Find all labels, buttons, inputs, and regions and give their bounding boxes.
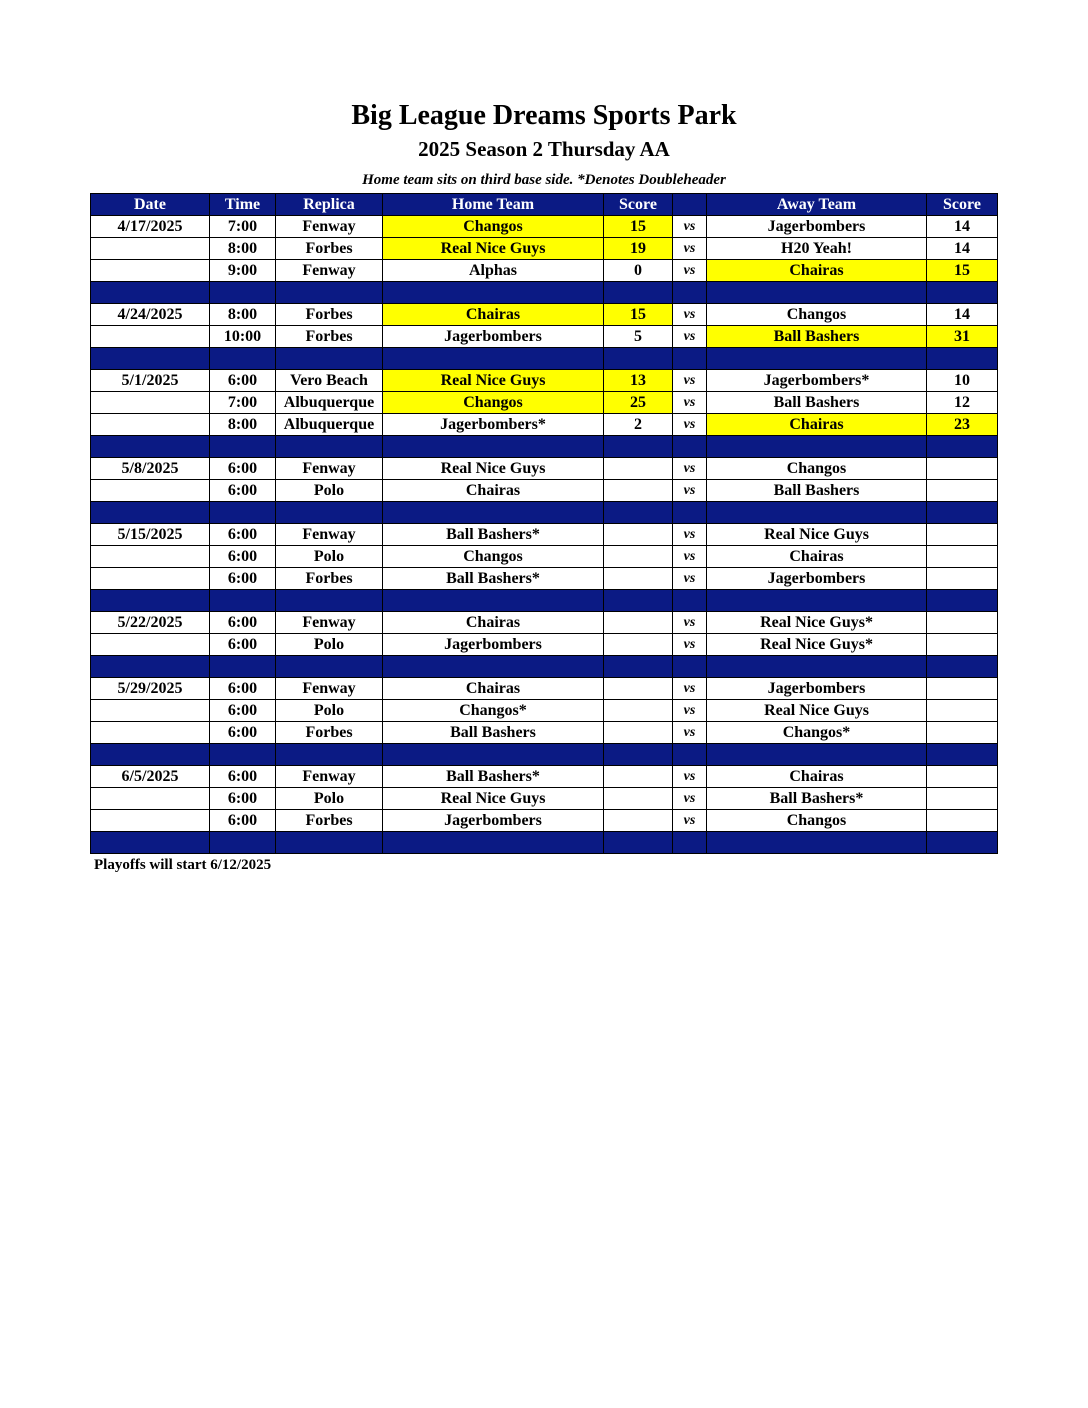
home-team-cell: Chairas: [383, 612, 604, 634]
home-score-cell: [604, 634, 673, 656]
away-team-cell: Jagerbombers: [707, 568, 927, 590]
date-cell: [91, 810, 210, 832]
home-score-cell: [604, 700, 673, 722]
header-away-score: Score: [927, 194, 998, 216]
separator-cell: [91, 744, 210, 766]
date-cell: 4/24/2025: [91, 304, 210, 326]
game-row: [91, 700, 998, 722]
away-score-cell: [927, 634, 998, 656]
time-cell: 6:00: [210, 546, 276, 568]
vs-cell: vs: [673, 216, 707, 238]
vs-cell: vs: [673, 414, 707, 436]
separator-cell: [604, 656, 673, 678]
game-row: [91, 810, 998, 832]
separator-cell: [707, 282, 927, 304]
away-score-cell: [927, 700, 998, 722]
away-team-cell: Changos*: [707, 722, 927, 744]
separator-cell: [210, 656, 276, 678]
game-row: [91, 788, 998, 810]
separator-cell: [927, 282, 998, 304]
separator-cell: [927, 348, 998, 370]
away-team-cell: Chairas: [707, 414, 927, 436]
vs-cell: vs: [673, 304, 707, 326]
separator-cell: [707, 832, 927, 854]
separator-cell: [91, 656, 210, 678]
game-row: [91, 392, 998, 414]
away-team-cell: Chairas: [707, 260, 927, 282]
time-cell: 6:00: [210, 766, 276, 788]
home-team-cell: Ball Bashers*: [383, 568, 604, 590]
week-separator-row: [91, 436, 998, 458]
home-score-cell: [604, 766, 673, 788]
date-cell: [91, 546, 210, 568]
away-team-cell: Ball Bashers: [707, 326, 927, 348]
field-cell: Fenway: [276, 678, 383, 700]
week-separator-row: [91, 656, 998, 678]
date-cell: [91, 722, 210, 744]
separator-cell: [383, 282, 604, 304]
away-score-cell: 31: [927, 326, 998, 348]
field-cell: Polo: [276, 480, 383, 502]
home-score-cell: [604, 788, 673, 810]
vs-cell: vs: [673, 260, 707, 282]
away-score-cell: [927, 766, 998, 788]
time-cell: 6:00: [210, 568, 276, 590]
date-cell: 5/22/2025: [91, 612, 210, 634]
home-score-cell: [604, 480, 673, 502]
separator-cell: [210, 348, 276, 370]
field-cell: Forbes: [276, 722, 383, 744]
header-home-team: Home Team: [383, 194, 604, 216]
away-team-cell: Changos: [707, 304, 927, 326]
separator-cell: [673, 744, 707, 766]
home-score-cell: [604, 458, 673, 480]
home-team-cell: Jagerbombers: [383, 326, 604, 348]
week-separator-row: [91, 348, 998, 370]
time-cell: 8:00: [210, 414, 276, 436]
time-cell: 6:00: [210, 634, 276, 656]
vs-cell: vs: [673, 524, 707, 546]
separator-cell: [604, 590, 673, 612]
separator-cell: [604, 502, 673, 524]
away-team-cell: Jagerbombers: [707, 678, 927, 700]
field-cell: Fenway: [276, 612, 383, 634]
separator-cell: [276, 590, 383, 612]
vs-cell: vs: [673, 634, 707, 656]
home-team-cell: Real Nice Guys: [383, 370, 604, 392]
time-cell: 9:00: [210, 260, 276, 282]
separator-cell: [276, 832, 383, 854]
field-cell: Forbes: [276, 810, 383, 832]
home-score-cell: 25: [604, 392, 673, 414]
home-score-cell: 19: [604, 238, 673, 260]
away-team-cell: Real Nice Guys*: [707, 634, 927, 656]
away-team-cell: Ball Bashers*: [707, 788, 927, 810]
date-cell: [91, 480, 210, 502]
separator-cell: [383, 502, 604, 524]
date-cell: [91, 634, 210, 656]
separator-cell: [604, 744, 673, 766]
header-home-score: Score: [604, 194, 673, 216]
away-team-cell: Chairas: [707, 766, 927, 788]
separator-cell: [91, 590, 210, 612]
separator-cell: [673, 436, 707, 458]
away-team-cell: Jagerbombers*: [707, 370, 927, 392]
away-team-cell: Ball Bashers: [707, 392, 927, 414]
separator-cell: [276, 282, 383, 304]
separator-cell: [673, 502, 707, 524]
game-row: [91, 238, 998, 260]
away-score-cell: 14: [927, 238, 998, 260]
time-cell: 6:00: [210, 458, 276, 480]
separator-cell: [673, 282, 707, 304]
game-row: [91, 458, 998, 480]
field-cell: Fenway: [276, 216, 383, 238]
week-separator-row: [91, 744, 998, 766]
separator-cell: [707, 348, 927, 370]
separator-cell: [707, 590, 927, 612]
time-cell: 8:00: [210, 238, 276, 260]
field-cell: Polo: [276, 634, 383, 656]
vs-cell: vs: [673, 458, 707, 480]
field-cell: Fenway: [276, 766, 383, 788]
home-team-cell: Real Nice Guys: [383, 458, 604, 480]
vs-cell: vs: [673, 238, 707, 260]
home-team-cell: Ball Bashers*: [383, 766, 604, 788]
home-score-cell: [604, 546, 673, 568]
away-team-cell: Jagerbombers: [707, 216, 927, 238]
separator-cell: [927, 436, 998, 458]
date-cell: [91, 326, 210, 348]
field-cell: Polo: [276, 788, 383, 810]
header-row: [91, 194, 998, 216]
field-cell: Vero Beach: [276, 370, 383, 392]
game-row: [91, 634, 998, 656]
date-cell: 5/8/2025: [91, 458, 210, 480]
time-cell: 6:00: [210, 722, 276, 744]
home-score-cell: [604, 612, 673, 634]
home-team-cell: Changos: [383, 216, 604, 238]
home-score-cell: 15: [604, 304, 673, 326]
date-cell: [91, 238, 210, 260]
game-row: [91, 326, 998, 348]
away-score-cell: 10: [927, 370, 998, 392]
date-cell: 5/15/2025: [91, 524, 210, 546]
home-team-cell: Changos*: [383, 700, 604, 722]
home-score-cell: 5: [604, 326, 673, 348]
vs-cell: vs: [673, 678, 707, 700]
date-cell: [91, 788, 210, 810]
field-cell: Fenway: [276, 524, 383, 546]
time-cell: 6:00: [210, 370, 276, 392]
game-row: [91, 216, 998, 238]
away-team-cell: Ball Bashers: [707, 480, 927, 502]
game-row: [91, 304, 998, 326]
field-cell: Polo: [276, 546, 383, 568]
page-title: Big League Dreams Sports Park: [351, 100, 737, 131]
away-score-cell: [927, 546, 998, 568]
home-team-cell: Jagerbombers*: [383, 414, 604, 436]
date-cell: 5/1/2025: [91, 370, 210, 392]
date-cell: 5/29/2025: [91, 678, 210, 700]
vs-cell: vs: [673, 392, 707, 414]
away-score-cell: [927, 480, 998, 502]
home-team-cell: Ball Bashers: [383, 722, 604, 744]
vs-cell: vs: [673, 612, 707, 634]
home-score-cell: [604, 568, 673, 590]
separator-cell: [707, 502, 927, 524]
game-row: [91, 766, 998, 788]
field-cell: Albuquerque: [276, 392, 383, 414]
home-score-cell: 2: [604, 414, 673, 436]
separator-cell: [91, 282, 210, 304]
away-score-cell: [927, 788, 998, 810]
week-separator-row: [91, 502, 998, 524]
header-time: Time: [210, 194, 276, 216]
date-cell: 4/17/2025: [91, 216, 210, 238]
away-score-cell: 14: [927, 304, 998, 326]
separator-cell: [707, 656, 927, 678]
field-cell: Forbes: [276, 238, 383, 260]
vs-cell: vs: [673, 766, 707, 788]
header-vs: [673, 194, 707, 216]
separator-cell: [673, 348, 707, 370]
time-cell: 6:00: [210, 700, 276, 722]
home-team-cell: Changos: [383, 546, 604, 568]
separator-cell: [927, 832, 998, 854]
separator-cell: [210, 832, 276, 854]
game-row: [91, 568, 998, 590]
separator-cell: [927, 590, 998, 612]
separator-cell: [210, 436, 276, 458]
vs-cell: vs: [673, 722, 707, 744]
away-score-cell: 14: [927, 216, 998, 238]
vs-cell: vs: [673, 810, 707, 832]
home-score-cell: 15: [604, 216, 673, 238]
separator-cell: [210, 502, 276, 524]
date-cell: [91, 414, 210, 436]
vs-cell: vs: [673, 326, 707, 348]
away-team-cell: Chairas: [707, 546, 927, 568]
separator-cell: [383, 656, 604, 678]
week-separator-row: [91, 282, 998, 304]
separator-cell: [604, 348, 673, 370]
home-score-cell: 0: [604, 260, 673, 282]
game-row: [91, 524, 998, 546]
separator-cell: [927, 656, 998, 678]
separator-cell: [276, 502, 383, 524]
separator-cell: [707, 744, 927, 766]
away-team-cell: Real Nice Guys*: [707, 612, 927, 634]
time-cell: 6:00: [210, 524, 276, 546]
away-team-cell: Changos: [707, 810, 927, 832]
time-cell: 7:00: [210, 392, 276, 414]
vs-cell: vs: [673, 568, 707, 590]
vs-cell: vs: [673, 370, 707, 392]
separator-cell: [604, 832, 673, 854]
separator-cell: [276, 436, 383, 458]
field-cell: Fenway: [276, 458, 383, 480]
home-team-cell: Changos: [383, 392, 604, 414]
home-team-cell: Alphas: [383, 260, 604, 282]
time-cell: 8:00: [210, 304, 276, 326]
away-score-cell: [927, 722, 998, 744]
home-score-cell: [604, 810, 673, 832]
separator-cell: [210, 744, 276, 766]
separator-cell: [276, 656, 383, 678]
time-cell: 6:00: [210, 788, 276, 810]
field-cell: Forbes: [276, 304, 383, 326]
vs-cell: vs: [673, 480, 707, 502]
away-team-cell: H20 Yeah!: [707, 238, 927, 260]
time-cell: 6:00: [210, 678, 276, 700]
game-row: [91, 260, 998, 282]
date-cell: 6/5/2025: [91, 766, 210, 788]
time-cell: 6:00: [210, 480, 276, 502]
home-team-cell: Chairas: [383, 480, 604, 502]
away-score-cell: [927, 524, 998, 546]
schedule-note: Home team sits on third base side. *Denotes Doubleheader: [362, 172, 726, 188]
schedule-table: [90, 193, 998, 854]
separator-cell: [383, 590, 604, 612]
home-score-cell: [604, 722, 673, 744]
separator-cell: [383, 832, 604, 854]
away-score-cell: [927, 678, 998, 700]
vs-cell: vs: [673, 788, 707, 810]
home-team-cell: Real Nice Guys: [383, 238, 604, 260]
away-team-cell: Real Nice Guys: [707, 524, 927, 546]
game-row: [91, 370, 998, 392]
page-subtitle: 2025 Season 2 Thursday AA: [418, 137, 670, 161]
time-cell: 7:00: [210, 216, 276, 238]
away-score-cell: [927, 612, 998, 634]
separator-cell: [673, 656, 707, 678]
game-row: [91, 722, 998, 744]
field-cell: Forbes: [276, 326, 383, 348]
separator-cell: [210, 282, 276, 304]
home-team-cell: Ball Bashers*: [383, 524, 604, 546]
separator-cell: [927, 502, 998, 524]
week-separator-row: [91, 832, 998, 854]
time-cell: 6:00: [210, 810, 276, 832]
away-score-cell: 15: [927, 260, 998, 282]
vs-cell: vs: [673, 700, 707, 722]
away-score-cell: 12: [927, 392, 998, 414]
header-away-team: Away Team: [707, 194, 927, 216]
header-date: Date: [91, 194, 210, 216]
separator-cell: [276, 744, 383, 766]
separator-cell: [604, 436, 673, 458]
separator-cell: [276, 348, 383, 370]
separator-cell: [383, 744, 604, 766]
time-cell: 10:00: [210, 326, 276, 348]
separator-cell: [604, 282, 673, 304]
schedule-body: [91, 216, 998, 854]
separator-cell: [91, 348, 210, 370]
date-cell: [91, 392, 210, 414]
separator-cell: [91, 832, 210, 854]
separator-cell: [383, 348, 604, 370]
separator-cell: [383, 436, 604, 458]
away-score-cell: 23: [927, 414, 998, 436]
separator-cell: [927, 744, 998, 766]
separator-cell: [91, 502, 210, 524]
home-score-cell: 13: [604, 370, 673, 392]
home-score-cell: [604, 678, 673, 700]
away-team-cell: Changos: [707, 458, 927, 480]
vs-cell: vs: [673, 546, 707, 568]
field-cell: Polo: [276, 700, 383, 722]
separator-cell: [673, 590, 707, 612]
date-cell: [91, 568, 210, 590]
header-replica: Replica: [276, 194, 383, 216]
date-cell: [91, 700, 210, 722]
time-cell: 6:00: [210, 612, 276, 634]
game-row: [91, 414, 998, 436]
separator-cell: [210, 590, 276, 612]
away-team-cell: Real Nice Guys: [707, 700, 927, 722]
home-team-cell: Jagerbombers: [383, 634, 604, 656]
date-cell: [91, 260, 210, 282]
separator-cell: [673, 832, 707, 854]
field-cell: Fenway: [276, 260, 383, 282]
separator-cell: [707, 436, 927, 458]
week-separator-row: [91, 590, 998, 612]
game-row: [91, 480, 998, 502]
away-score-cell: [927, 458, 998, 480]
field-cell: Forbes: [276, 568, 383, 590]
home-score-cell: [604, 524, 673, 546]
home-team-cell: Chairas: [383, 678, 604, 700]
field-cell: Albuquerque: [276, 414, 383, 436]
away-score-cell: [927, 568, 998, 590]
playoffs-note: Playoffs will start 6/12/2025: [94, 857, 272, 873]
home-team-cell: Real Nice Guys: [383, 788, 604, 810]
game-row: [91, 678, 998, 700]
home-team-cell: Chairas: [383, 304, 604, 326]
game-row: [91, 546, 998, 568]
game-row: [91, 612, 998, 634]
away-score-cell: [927, 810, 998, 832]
home-team-cell: Jagerbombers: [383, 810, 604, 832]
separator-cell: [91, 436, 210, 458]
